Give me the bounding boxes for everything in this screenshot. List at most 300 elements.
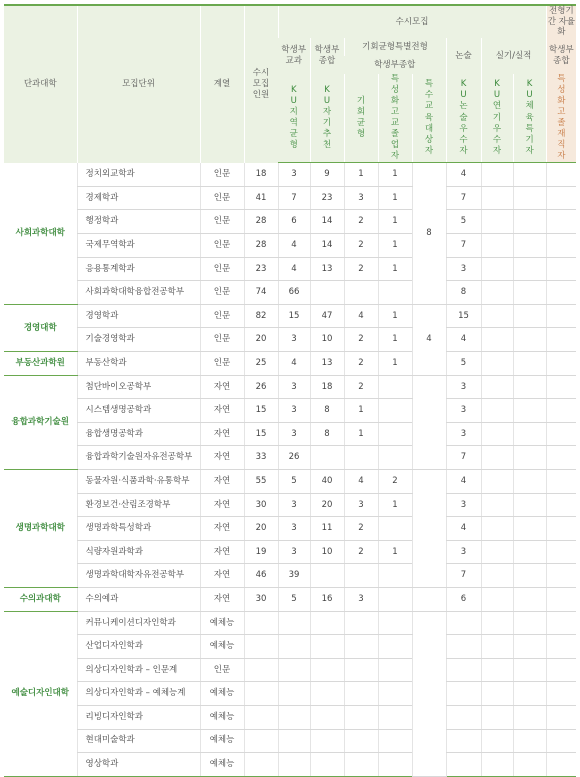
ku-acting-cell [481, 257, 513, 281]
table-row [4, 234, 576, 258]
ku-sports-cell [513, 399, 546, 423]
ku-regional-cell: 26 [278, 446, 310, 470]
special-education-cell [412, 469, 446, 587]
header-ku-self-recommend: KU자기추천 [310, 74, 344, 163]
total-cell: 15 [244, 399, 278, 423]
ku-self-recommend-cell: 23 [310, 186, 344, 210]
admission-quota-table [4, 4, 576, 777]
ku-regional-cell: 3 [278, 163, 310, 187]
vocational-grads-cell [378, 446, 412, 470]
opportunity-balance-cell: 1 [344, 399, 378, 423]
ku-sports-cell [513, 729, 546, 753]
total-cell: 46 [244, 564, 278, 588]
ku-sports-cell [513, 422, 546, 446]
ku-regional-cell: 3 [278, 540, 310, 564]
unit-cell: 융합과학기술원자유전공학부 [77, 446, 200, 470]
header-vocational-employed: 특성화고졸재직자 [546, 74, 576, 163]
ku-self-recommend-cell: 8 [310, 422, 344, 446]
ku-essay-cell [446, 658, 481, 682]
ku-acting-cell [481, 611, 513, 635]
ku-self-recommend-cell [310, 682, 344, 706]
total-cell [244, 753, 278, 777]
ku-acting-cell [481, 328, 513, 352]
ku-regional-cell: 5 [278, 469, 310, 493]
vocational-grads-cell [378, 658, 412, 682]
table-row [4, 352, 576, 376]
unit-cell: 수의예과 [77, 587, 200, 611]
total-cell: 82 [244, 304, 278, 328]
ku-sports-cell [513, 658, 546, 682]
opportunity-balance-cell [344, 658, 378, 682]
vocational-grads-cell: 2 [378, 469, 412, 493]
track-cell: 자연 [200, 540, 244, 564]
ku-sports-cell [513, 163, 546, 187]
header-opportunity-balance: 기회균형 [344, 74, 378, 163]
ku-regional-cell [278, 658, 310, 682]
track-cell: 자연 [200, 446, 244, 470]
unit-cell: 첨단바이오공학부 [77, 375, 200, 399]
table-row [4, 328, 576, 352]
ku-acting-cell [481, 375, 513, 399]
ku-acting-cell [481, 705, 513, 729]
opportunity-balance-cell [344, 635, 378, 659]
ku-essay-cell: 4 [446, 328, 481, 352]
unit-cell: 커뮤니케이션디자인학과 [77, 611, 200, 635]
track-cell: 인문 [200, 257, 244, 281]
total-cell [244, 635, 278, 659]
table-row [4, 163, 576, 187]
table-header [4, 5, 576, 163]
vocational-grads-cell: 1 [378, 352, 412, 376]
vocational-grads-cell [378, 753, 412, 777]
ku-essay-cell: 7 [446, 446, 481, 470]
ku-acting-cell [481, 517, 513, 541]
vocational-grads-cell [378, 281, 412, 305]
header-unit: 모집단위 [77, 5, 200, 163]
ku-essay-cell: 7 [446, 564, 481, 588]
special-education-cell [412, 611, 446, 776]
ku-self-recommend-cell: 8 [310, 399, 344, 423]
vocational-employed-cell [546, 635, 576, 659]
header-total: 수시모집인원 [244, 5, 278, 163]
opportunity-balance-cell: 2 [344, 234, 378, 258]
vocational-employed-cell [546, 399, 576, 423]
unit-cell: 영상학과 [77, 753, 200, 777]
ku-acting-cell [481, 729, 513, 753]
vocational-grads-cell: 1 [378, 163, 412, 187]
vocational-employed-cell [546, 682, 576, 706]
ku-essay-cell [446, 682, 481, 706]
header-ku-essay: KU논술우수자 [446, 74, 481, 163]
ku-sports-cell [513, 635, 546, 659]
ku-regional-cell: 7 [278, 186, 310, 210]
ku-acting-cell [481, 304, 513, 328]
ku-self-recommend-cell: 9 [310, 163, 344, 187]
unit-cell: 동물자원·식품과학·유통학부 [77, 469, 200, 493]
ku-sports-cell [513, 210, 546, 234]
unit-cell: 생명과학대학자유전공학부 [77, 564, 200, 588]
ku-sports-cell [513, 517, 546, 541]
vocational-grads-cell: 1 [378, 493, 412, 517]
ku-self-recommend-cell [310, 611, 344, 635]
ku-essay-cell [446, 705, 481, 729]
total-cell: 28 [244, 234, 278, 258]
opportunity-balance-cell: 4 [344, 469, 378, 493]
ku-acting-cell [481, 635, 513, 659]
total-cell: 25 [244, 352, 278, 376]
track-cell: 예체능 [200, 729, 244, 753]
header-ku-acting: KU연기우수자 [481, 74, 513, 163]
vocational-grads-cell: 1 [378, 304, 412, 328]
track-cell: 자연 [200, 493, 244, 517]
opportunity-balance-cell: 2 [344, 328, 378, 352]
total-cell: 26 [244, 375, 278, 399]
vocational-grads-cell [378, 517, 412, 541]
ku-sports-cell [513, 234, 546, 258]
unit-cell: 사회과학대학융합전공학부 [77, 281, 200, 305]
unit-cell: 식량자원과학과 [77, 540, 200, 564]
track-cell: 인문 [200, 328, 244, 352]
track-cell: 인문 [200, 210, 244, 234]
ku-self-recommend-cell: 40 [310, 469, 344, 493]
header-vocational-grads: 특성화고교졸업자 [378, 74, 412, 163]
ku-acting-cell [481, 422, 513, 446]
ku-essay-cell [446, 635, 481, 659]
table-row [4, 564, 576, 588]
ku-regional-cell: 3 [278, 399, 310, 423]
unit-cell: 응용통계학과 [77, 257, 200, 281]
total-cell [244, 705, 278, 729]
ku-regional-cell: 4 [278, 234, 310, 258]
unit-cell: 경영학과 [77, 304, 200, 328]
unit-cell: 기술경영학과 [77, 328, 200, 352]
ku-acting-cell [481, 587, 513, 611]
header-essay: 논술 [446, 38, 481, 74]
table-row [4, 729, 576, 753]
college-cell: 생명과학대학 [4, 469, 77, 587]
unit-cell: 환경보건·산림조경학부 [77, 493, 200, 517]
college-cell: 부동산과학원 [4, 352, 77, 376]
table-row [4, 186, 576, 210]
total-cell [244, 611, 278, 635]
ku-regional-cell [278, 635, 310, 659]
header-special-education: 특수교육대상자 [412, 74, 446, 163]
unit-cell: 경제학과 [77, 186, 200, 210]
unit-cell: 행정학과 [77, 210, 200, 234]
track-cell: 자연 [200, 517, 244, 541]
ku-essay-cell [446, 611, 481, 635]
vocational-employed-cell [546, 234, 576, 258]
header-susi: 수시모집 [278, 5, 546, 38]
track-cell: 인문 [200, 163, 244, 187]
total-cell: 20 [244, 328, 278, 352]
ku-essay-cell: 3 [446, 399, 481, 423]
ku-essay-cell: 5 [446, 352, 481, 376]
ku-regional-cell [278, 753, 310, 777]
table-row [4, 493, 576, 517]
total-cell: 55 [244, 469, 278, 493]
special-education-cell [412, 587, 446, 611]
ku-sports-cell [513, 753, 546, 777]
opportunity-balance-cell [344, 682, 378, 706]
vocational-employed-cell [546, 564, 576, 588]
ku-sports-cell [513, 540, 546, 564]
ku-essay-cell: 4 [446, 469, 481, 493]
vocational-employed-cell [546, 658, 576, 682]
vocational-grads-cell: 1 [378, 210, 412, 234]
ku-self-recommend-cell [310, 564, 344, 588]
opportunity-balance-cell: 2 [344, 352, 378, 376]
ku-sports-cell [513, 352, 546, 376]
ku-acting-cell [481, 210, 513, 234]
total-cell: 28 [244, 210, 278, 234]
table-row [4, 540, 576, 564]
opportunity-balance-cell: 2 [344, 210, 378, 234]
college-cell: 융합과학기술원 [4, 375, 77, 469]
table-row [4, 257, 576, 281]
special-education-cell: 8 [412, 163, 446, 305]
table-row [4, 304, 576, 328]
track-cell: 자연 [200, 564, 244, 588]
ku-self-recommend-cell [310, 281, 344, 305]
ku-acting-cell [481, 281, 513, 305]
track-cell: 자연 [200, 375, 244, 399]
unit-cell: 현대미술학과 [77, 729, 200, 753]
ku-acting-cell [481, 682, 513, 706]
ku-regional-cell: 6 [278, 210, 310, 234]
unit-cell: 의상디자인학과 – 인문계 [77, 658, 200, 682]
ku-self-recommend-cell: 10 [310, 328, 344, 352]
opportunity-balance-cell: 3 [344, 493, 378, 517]
vocational-grads-cell: 1 [378, 540, 412, 564]
ku-sports-cell [513, 328, 546, 352]
ku-regional-cell: 3 [278, 328, 310, 352]
header-self-student: 학생부종합 [546, 38, 576, 74]
ku-acting-cell [481, 163, 513, 187]
ku-sports-cell [513, 493, 546, 517]
header-track: 계열 [200, 5, 244, 163]
opportunity-balance-cell [344, 446, 378, 470]
ku-acting-cell [481, 186, 513, 210]
total-cell [244, 682, 278, 706]
track-cell: 인문 [200, 234, 244, 258]
ku-self-recommend-cell: 18 [310, 375, 344, 399]
vocational-employed-cell [546, 611, 576, 635]
track-cell: 자연 [200, 399, 244, 423]
vocational-employed-cell [546, 186, 576, 210]
track-cell: 예체능 [200, 611, 244, 635]
unit-cell: 융합생명공학과 [77, 422, 200, 446]
opportunity-balance-cell [344, 705, 378, 729]
ku-acting-cell [481, 540, 513, 564]
opportunity-balance-cell: 1 [344, 422, 378, 446]
ku-regional-cell: 39 [278, 564, 310, 588]
ku-self-recommend-cell: 10 [310, 540, 344, 564]
total-cell: 18 [244, 163, 278, 187]
ku-essay-cell [446, 729, 481, 753]
ku-essay-cell: 3 [446, 422, 481, 446]
table-row [4, 399, 576, 423]
ku-sports-cell [513, 587, 546, 611]
ku-sports-cell [513, 304, 546, 328]
ku-essay-cell [446, 753, 481, 777]
ku-essay-cell: 8 [446, 281, 481, 305]
ku-sports-cell [513, 186, 546, 210]
ku-self-recommend-cell [310, 753, 344, 777]
ku-sports-cell [513, 705, 546, 729]
ku-acting-cell [481, 234, 513, 258]
track-cell: 자연 [200, 469, 244, 493]
vocational-grads-cell: 1 [378, 257, 412, 281]
total-cell: 19 [244, 540, 278, 564]
unit-cell: 리빙디자인학과 [77, 705, 200, 729]
table-row [4, 705, 576, 729]
table-row [4, 517, 576, 541]
table-row [4, 210, 576, 234]
header-practical: 실기/실적 [481, 38, 546, 74]
track-cell: 예체능 [200, 682, 244, 706]
ku-self-recommend-cell: 20 [310, 493, 344, 517]
vocational-employed-cell [546, 705, 576, 729]
ku-sports-cell [513, 682, 546, 706]
ku-sports-cell [513, 611, 546, 635]
special-education-cell [412, 375, 446, 469]
opportunity-balance-cell: 1 [344, 163, 378, 187]
ku-acting-cell [481, 469, 513, 493]
header-ku-sports: KU체육특기자 [513, 74, 546, 163]
total-cell: 41 [244, 186, 278, 210]
opportunity-balance-cell: 2 [344, 375, 378, 399]
total-cell: 33 [244, 446, 278, 470]
college-cell: 수의과대학 [4, 587, 77, 611]
vocational-employed-cell [546, 281, 576, 305]
header-college: 단과대학 [4, 5, 77, 163]
table-row [4, 635, 576, 659]
college-cell: 예술디자인대학 [4, 611, 77, 776]
ku-regional-cell [278, 705, 310, 729]
vocational-employed-cell [546, 328, 576, 352]
vocational-employed-cell [546, 517, 576, 541]
ku-acting-cell [481, 658, 513, 682]
track-cell: 예체능 [200, 705, 244, 729]
ku-acting-cell [481, 753, 513, 777]
ku-regional-cell: 5 [278, 587, 310, 611]
vocational-employed-cell [546, 469, 576, 493]
ku-essay-cell: 6 [446, 587, 481, 611]
ku-sports-cell [513, 446, 546, 470]
ku-sports-cell [513, 564, 546, 588]
vocational-employed-cell [546, 163, 576, 187]
header-ku-regional: KU지역균형 [278, 74, 310, 163]
opportunity-balance-cell: 2 [344, 257, 378, 281]
opportunity-balance-cell: 3 [344, 587, 378, 611]
total-cell [244, 729, 278, 753]
table-body [4, 163, 576, 776]
ku-self-recommend-cell [310, 635, 344, 659]
track-cell: 인문 [200, 186, 244, 210]
vocational-grads-cell: 1 [378, 328, 412, 352]
vocational-employed-cell [546, 587, 576, 611]
track-cell: 예체능 [200, 635, 244, 659]
ku-essay-cell: 4 [446, 163, 481, 187]
opportunity-balance-cell: 4 [344, 304, 378, 328]
track-cell: 자연 [200, 587, 244, 611]
ku-essay-cell: 3 [446, 375, 481, 399]
ku-self-recommend-cell: 14 [310, 210, 344, 234]
vocational-employed-cell [546, 257, 576, 281]
table-row [4, 587, 576, 611]
table-row [4, 658, 576, 682]
ku-regional-cell: 3 [278, 375, 310, 399]
ku-sports-cell [513, 257, 546, 281]
table-row [4, 446, 576, 470]
total-cell: 20 [244, 517, 278, 541]
table-row [4, 753, 576, 777]
vocational-employed-cell [546, 352, 576, 376]
total-cell: 23 [244, 257, 278, 281]
vocational-grads-cell [378, 611, 412, 635]
opportunity-balance-cell [344, 564, 378, 588]
ku-self-recommend-cell [310, 658, 344, 682]
ku-self-recommend-cell: 14 [310, 234, 344, 258]
ku-regional-cell: 4 [278, 257, 310, 281]
ku-self-recommend-cell: 13 [310, 257, 344, 281]
unit-cell: 의상디자인학과 – 예체능계 [77, 682, 200, 706]
unit-cell: 부동산학과 [77, 352, 200, 376]
total-cell: 74 [244, 281, 278, 305]
ku-essay-cell: 5 [446, 210, 481, 234]
college-cell: 사회과학대학 [4, 163, 77, 305]
vocational-grads-cell: 1 [378, 234, 412, 258]
opportunity-balance-cell [344, 753, 378, 777]
opportunity-balance-cell: 2 [344, 540, 378, 564]
table-row [4, 422, 576, 446]
ku-self-recommend-cell [310, 705, 344, 729]
ku-acting-cell [481, 493, 513, 517]
table-row [4, 281, 576, 305]
ku-acting-cell [481, 399, 513, 423]
ku-self-recommend-cell [310, 729, 344, 753]
vocational-grads-cell [378, 682, 412, 706]
table-row [4, 375, 576, 399]
total-cell [244, 658, 278, 682]
ku-self-recommend-cell: 16 [310, 587, 344, 611]
ku-essay-cell: 4 [446, 517, 481, 541]
ku-sports-cell [513, 469, 546, 493]
total-cell: 30 [244, 493, 278, 517]
vocational-employed-cell [546, 540, 576, 564]
vocational-grads-cell [378, 422, 412, 446]
opportunity-balance-cell [344, 729, 378, 753]
vocational-employed-cell [546, 493, 576, 517]
ku-acting-cell [481, 564, 513, 588]
header-student-comprehensive: 학생부종합 [310, 38, 344, 74]
header-student-curriculum: 학생부교과 [278, 38, 310, 74]
ku-regional-cell: 66 [278, 281, 310, 305]
header-balance-student: 학생부종합 [344, 56, 446, 74]
ku-self-recommend-cell [310, 446, 344, 470]
ku-regional-cell: 3 [278, 422, 310, 446]
ku-sports-cell [513, 375, 546, 399]
ku-self-recommend-cell: 47 [310, 304, 344, 328]
unit-cell: 산업디자인학과 [77, 635, 200, 659]
opportunity-balance-cell [344, 611, 378, 635]
vocational-grads-cell [378, 375, 412, 399]
table-row [4, 682, 576, 706]
college-cell: 경영대학 [4, 304, 77, 351]
ku-self-recommend-cell: 11 [310, 517, 344, 541]
track-cell: 인문 [200, 658, 244, 682]
